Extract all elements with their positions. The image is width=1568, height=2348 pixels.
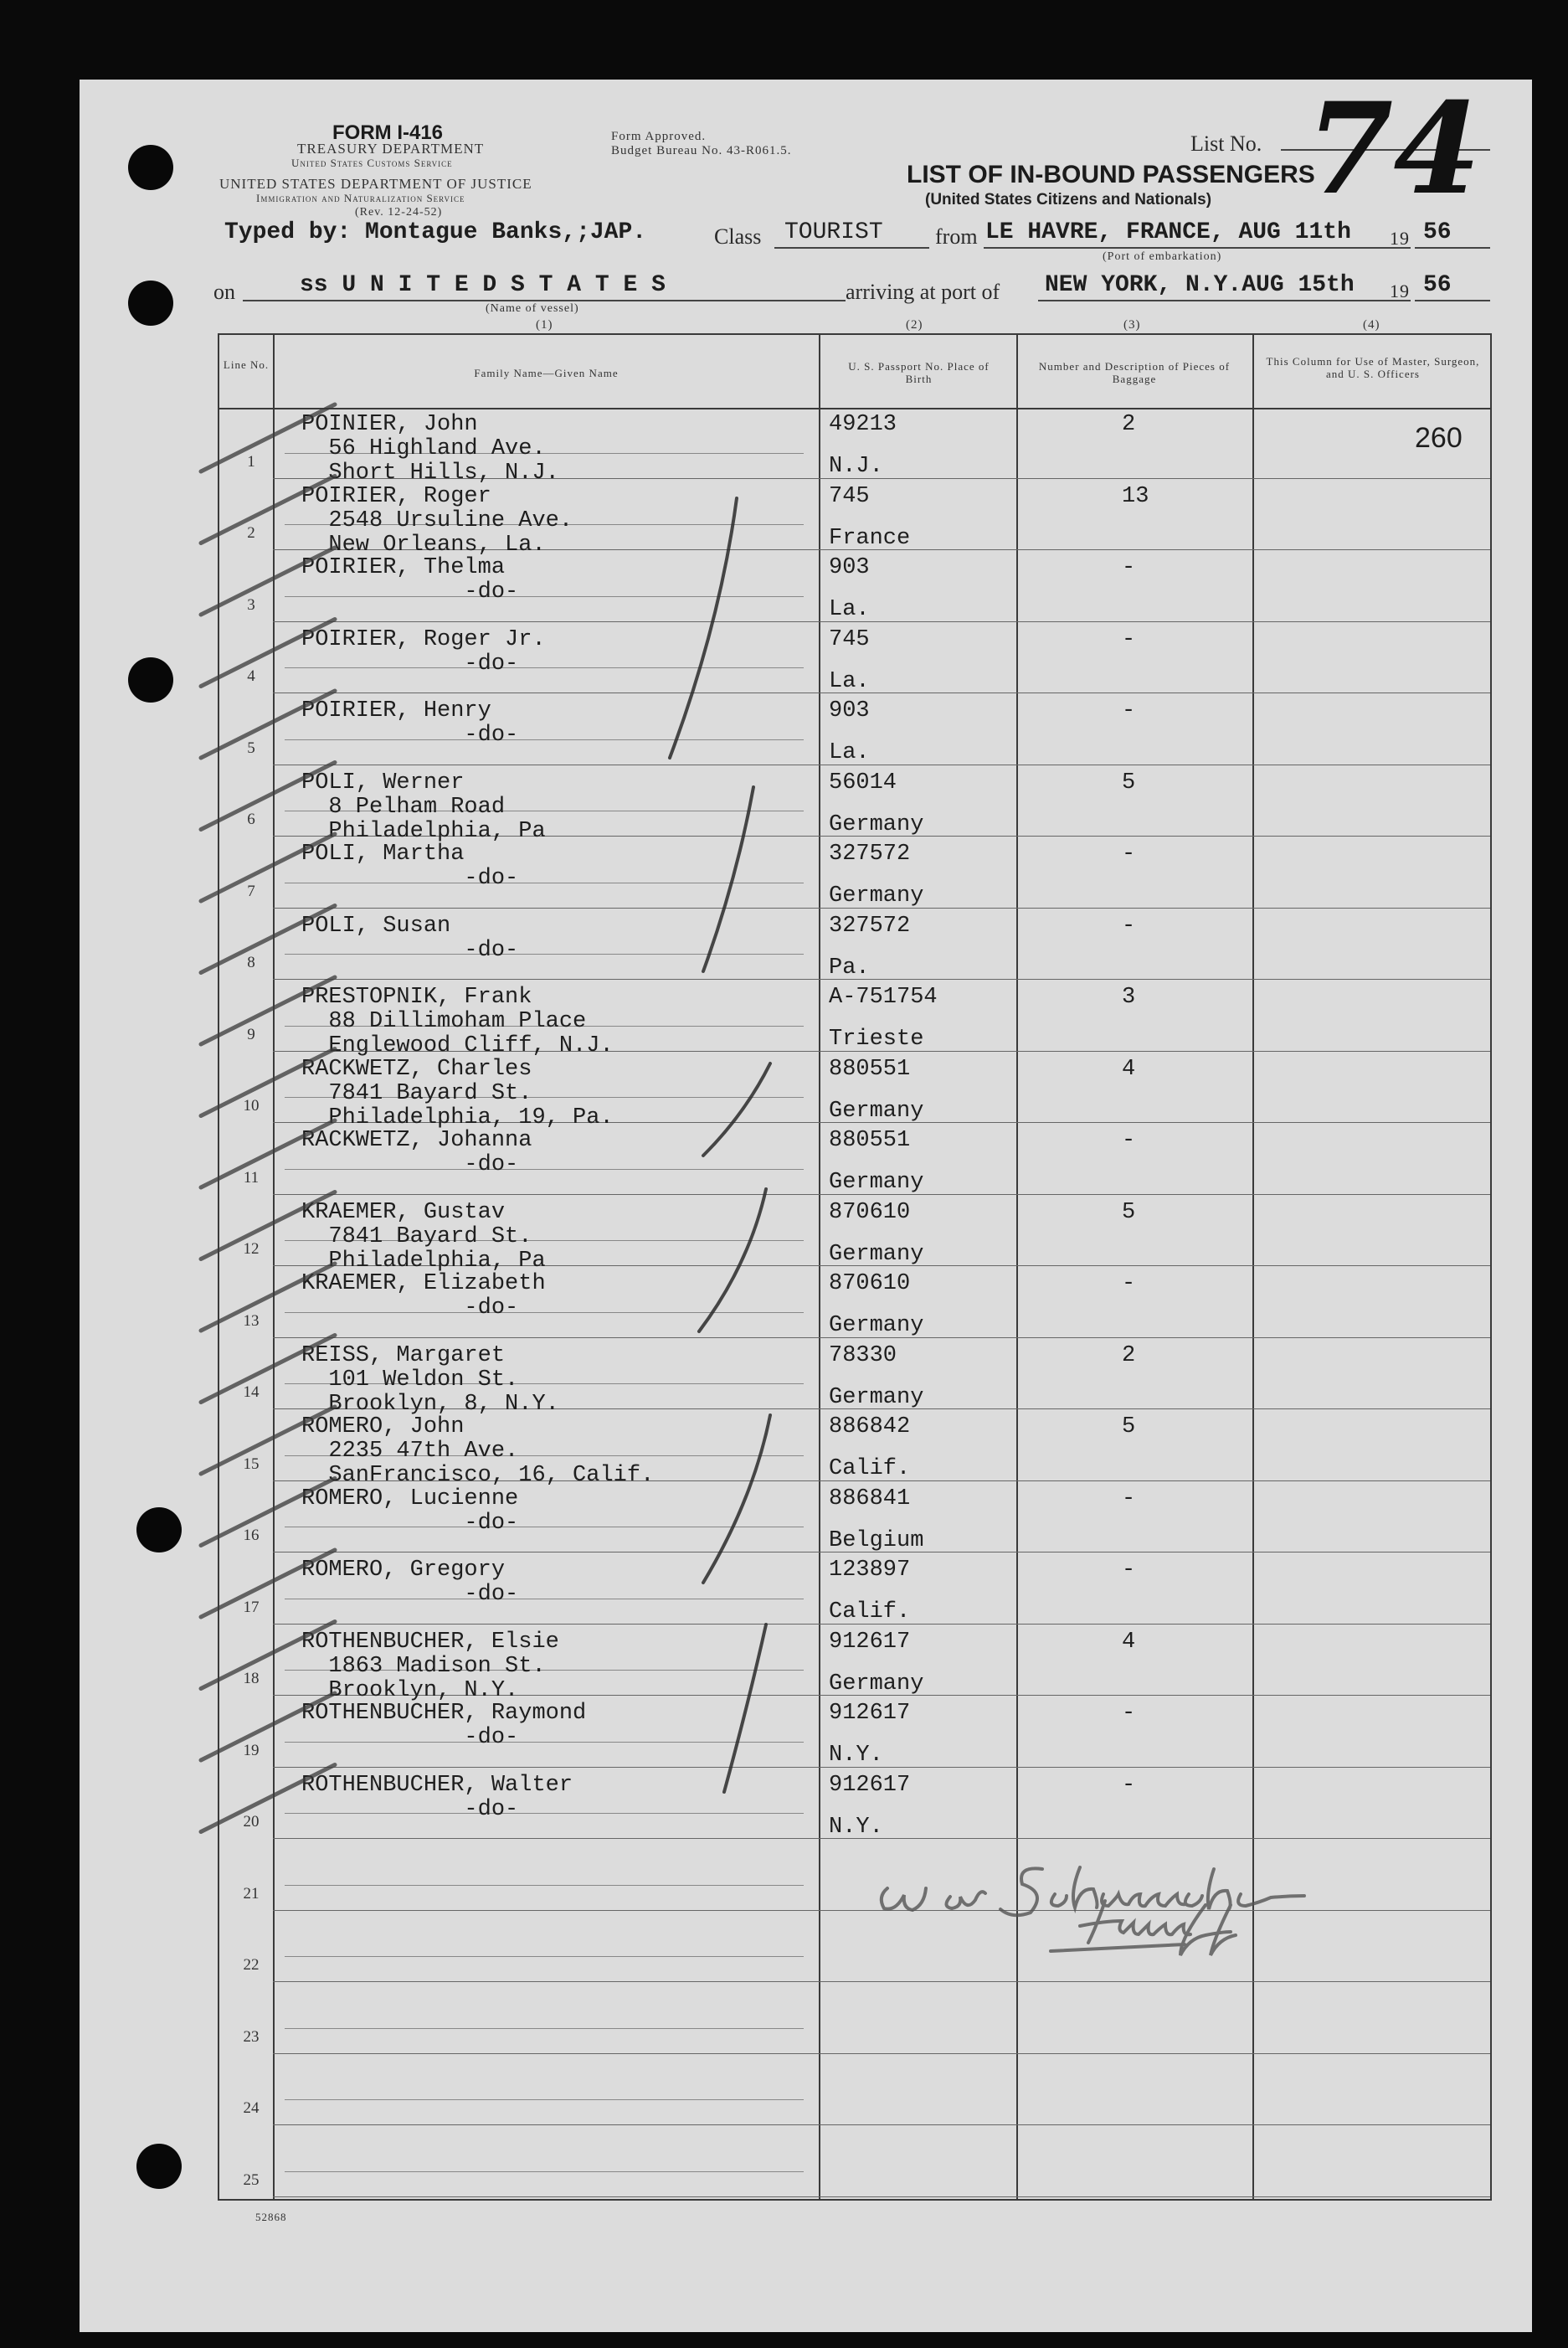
line-number: 13 <box>243 1311 260 1330</box>
line-number: 19 <box>243 1741 260 1759</box>
dept-justice-sub: Immigration and Naturalization Service <box>256 192 465 204</box>
list-number: 74 <box>1306 75 1481 223</box>
col-header-name: Family Name—Given Name <box>474 367 619 379</box>
passenger-name-address: KRAEMER, Gustav 7841 Bayard St. Philadelphia, Pa <box>301 1199 546 1274</box>
year-from: 56 <box>1423 219 1452 245</box>
line-number: 7 <box>247 882 255 900</box>
col-header-officers: This Column for Use of Master, Surgeon, and U. S. Officers <box>1266 355 1480 380</box>
place-of-birth: La. <box>829 740 870 765</box>
officer-signature <box>882 1867 1304 1955</box>
line-number: 4 <box>247 667 255 685</box>
officer-note: 260 <box>1415 422 1463 454</box>
place-of-birth: Germany <box>829 1313 924 1338</box>
baggage-count: 3 <box>1122 985 1136 1010</box>
passport-number: 870610 <box>829 1199 911 1225</box>
passenger-name-address: POIRIER, Henry -do- <box>301 698 519 748</box>
line-number: 9 <box>247 1025 255 1043</box>
baggage-count: 13 <box>1122 483 1149 509</box>
line-number: 10 <box>243 1097 260 1115</box>
place-of-birth: Germany <box>829 883 924 909</box>
baggage-count: - <box>1122 1271 1136 1296</box>
check-mark <box>201 548 335 615</box>
baggage-count: 5 <box>1122 770 1136 796</box>
on-label: on <box>213 280 235 304</box>
col-num-2: (2) <box>906 318 923 332</box>
baggage-count: 4 <box>1122 1056 1136 1082</box>
passport-number: 870610 <box>829 1271 911 1296</box>
place-of-birth: Calif. <box>829 1599 911 1625</box>
baggage-count: 2 <box>1122 1342 1136 1368</box>
place-of-birth: Calif. <box>829 1456 911 1481</box>
place-of-birth: N.Y. <box>829 1814 883 1840</box>
line-number: 18 <box>243 1670 260 1687</box>
line-number: 24 <box>243 2099 260 2117</box>
passport-number: 912617 <box>829 1701 911 1726</box>
passenger-name-address: RACKWETZ, Johanna -do- <box>301 1128 532 1177</box>
vessel-name: ss U N I T E D S T A T E S <box>300 272 666 298</box>
line-number: 12 <box>243 1240 260 1258</box>
line-number: 25 <box>243 2170 260 2189</box>
passport-number: 327572 <box>829 842 911 867</box>
from-port: LE HAVRE, FRANCE, AUG 11th <box>985 219 1351 245</box>
passenger-name-address: POLI, Martha -do- <box>301 842 519 891</box>
place-of-birth: N.J. <box>829 454 883 479</box>
col-num-1: (1) <box>536 318 553 332</box>
place-of-birth: Germany <box>829 811 924 837</box>
budget-bureau: Budget Bureau No. 43-R061.5. <box>611 144 792 157</box>
check-mark <box>201 404 335 471</box>
port-embarkation-label: (Port of embarkation) <box>1103 250 1222 263</box>
passenger-name-address: PRESTOPNIK, Frank 88 Dillimoham Place Englewood Cliff, N.J. <box>301 985 614 1058</box>
check-mark <box>201 1264 335 1331</box>
passport-number: A-751754 <box>829 985 938 1010</box>
line-number: 6 <box>247 811 255 828</box>
passenger-name-address: POLI, Susan -do- <box>301 913 519 963</box>
baggage-count: 5 <box>1122 1199 1136 1225</box>
baggage-count: - <box>1122 913 1136 939</box>
list-no-label: List No. <box>1190 131 1262 156</box>
check-mark <box>201 906 335 973</box>
baggage-count: - <box>1122 626 1136 652</box>
check-mark <box>201 1120 335 1187</box>
arriving-label: arriving at port of <box>846 280 1000 304</box>
baggage-count: 2 <box>1122 412 1136 437</box>
place-of-birth: Trieste <box>829 1027 924 1052</box>
footer-code: 52868 <box>255 2211 287 2223</box>
baggage-count: - <box>1122 1486 1136 1511</box>
baggage-count: - <box>1122 1701 1136 1726</box>
dept-treasury-sub: United States Customs Service <box>291 157 453 169</box>
family-brackets <box>670 498 770 1792</box>
check-mark <box>201 476 335 543</box>
passenger-name-address: ROTHENBUCHER, Walter -do- <box>301 1772 573 1822</box>
place-of-birth: Germany <box>829 1384 924 1410</box>
passport-number: 912617 <box>829 1772 911 1798</box>
line-number: 11 <box>243 1168 260 1187</box>
check-marks <box>201 404 335 1832</box>
baggage-count: - <box>1122 555 1136 580</box>
line-number: 17 <box>243 1598 260 1616</box>
check-mark <box>201 1693 335 1760</box>
passenger-name-address: POIRIER, Roger Jr. -do- <box>301 626 546 677</box>
passport-number: 880551 <box>829 1056 911 1082</box>
place-of-birth: France <box>829 525 911 551</box>
baggage-count: - <box>1122 1772 1136 1798</box>
form-title: LIST OF IN-BOUND PASSENGERS <box>907 161 1315 188</box>
year-prefix-arrive: 19 <box>1390 281 1410 301</box>
passport-number: 123897 <box>829 1558 911 1583</box>
col-header-line: Line No. <box>223 358 270 371</box>
place-of-birth: La. <box>829 597 870 622</box>
passport-number: 886841 <box>829 1486 911 1511</box>
passenger-name-address: ROMERO, John 2235 47th Ave. SanFrancisco, 16, Calif. <box>301 1414 655 1488</box>
check-mark <box>201 1192 335 1259</box>
place-of-birth: N.Y. <box>829 1743 883 1768</box>
line-number: 2 <box>247 524 255 542</box>
place-of-birth: Germany <box>829 1241 924 1267</box>
check-mark <box>201 1479 335 1546</box>
form-subtitle: (United States Citizens and Nationals) <box>925 191 1212 209</box>
passport-number: 327572 <box>829 913 911 939</box>
passenger-name-address: ROTHENBUCHER, Raymond -do- <box>301 1701 587 1750</box>
place-of-birth: La. <box>829 668 870 694</box>
passport-number: 880551 <box>829 1128 911 1153</box>
passenger-name-address: ROMERO, Gregory -do- <box>301 1558 519 1607</box>
check-mark <box>201 620 335 687</box>
col-num-3: (3) <box>1123 318 1141 332</box>
line-number: 14 <box>243 1383 260 1401</box>
line-number: 21 <box>243 1884 260 1903</box>
line-number: 1 <box>247 452 255 471</box>
baggage-count: 4 <box>1122 1629 1136 1655</box>
place-of-birth: Germany <box>829 1170 924 1195</box>
check-mark <box>201 1550 335 1617</box>
baggage-count: - <box>1122 698 1136 723</box>
baggage-count: - <box>1122 842 1136 867</box>
passenger-name-address: REISS, Margaret 101 Weldon St. Brooklyn, 8, N.Y. <box>301 1342 559 1417</box>
passport-number: 78330 <box>829 1342 897 1368</box>
passenger-name-address: ROMERO, Lucienne -do- <box>301 1486 519 1536</box>
col-header-passport: U. S. Passport No. Place of Birth <box>848 360 990 385</box>
place-of-birth: Germany <box>829 1098 924 1124</box>
class-label: Class <box>714 224 762 249</box>
line-number: 16 <box>243 1527 260 1544</box>
col-header-baggage: Number and Description of Pieces of Baggage <box>1038 360 1231 385</box>
passport-number: 49213 <box>829 412 897 437</box>
line-number: 22 <box>243 1956 260 1974</box>
passenger-name-address: RACKWETZ, Charles 7841 Bayard St. Philadelphia, 19, Pa. <box>301 1056 614 1130</box>
form-approved: Form Approved. <box>611 130 707 143</box>
line-number: 3 <box>247 595 255 614</box>
passenger-name-address: KRAEMER, Elizabeth -do- <box>301 1271 546 1321</box>
passport-number: 886842 <box>829 1414 911 1439</box>
check-mark <box>201 834 335 901</box>
line-number: 5 <box>247 739 255 757</box>
line-number: 15 <box>243 1455 260 1473</box>
vessel-name-label: (Name of vessel) <box>486 302 579 315</box>
year-prefix-from: 19 <box>1390 228 1410 249</box>
passport-number: 912617 <box>829 1629 911 1655</box>
line-number: 8 <box>247 954 255 971</box>
check-mark <box>201 1049 335 1116</box>
passport-number: 56014 <box>829 770 897 796</box>
year-arrive: 56 <box>1423 272 1452 298</box>
passenger-name-address: POINIER, John 56 Highland Ave. Short Hills, N.J. <box>301 412 559 486</box>
baggage-count: - <box>1122 1558 1136 1583</box>
passport-number: 745 <box>829 626 870 652</box>
dept-treasury: TREASURY DEPARTMENT <box>297 141 485 157</box>
passenger-name-address: POLI, Werner 8 Pelham Road Philadelphia, Pa <box>301 770 546 844</box>
passport-number: 903 <box>829 555 870 580</box>
place-of-birth: Germany <box>829 1671 924 1697</box>
col-num-4: (4) <box>1363 318 1380 332</box>
place-of-birth: Belgium <box>829 1527 924 1553</box>
passport-number: 745 <box>829 483 870 509</box>
passenger-name-address: ROTHENBUCHER, Elsie 1863 Madison St. Brooklyn, N.Y. <box>301 1629 559 1703</box>
place-of-birth: Pa. <box>829 955 870 981</box>
check-mark <box>201 1407 335 1474</box>
class-value: TOURIST <box>784 219 883 245</box>
check-mark <box>201 977 335 1044</box>
line-number: 20 <box>243 1813 260 1831</box>
line-number: 23 <box>243 2027 260 2046</box>
baggage-count: - <box>1122 1128 1136 1153</box>
from-label: from <box>935 224 978 249</box>
check-mark <box>201 1336 335 1403</box>
arrival-port: NEW YORK, N.Y.AUG 15th <box>1045 272 1355 298</box>
check-mark <box>201 763 335 830</box>
check-mark <box>201 1765 335 1832</box>
form-number: FORM I-416 <box>332 121 444 144</box>
baggage-count: 5 <box>1122 1414 1136 1439</box>
check-mark <box>201 1622 335 1689</box>
check-mark <box>201 691 335 758</box>
passenger-name-address: POIRIER, Thelma -do- <box>301 555 519 605</box>
revision-date: (Rev. 12-24-52) <box>355 206 443 219</box>
passenger-name-address: POIRIER, Roger 2548 Ursuline Ave. New Orleans, La. <box>301 483 573 558</box>
passport-number: 903 <box>829 698 870 723</box>
dept-justice: UNITED STATES DEPARTMENT OF JUSTICE <box>219 176 532 192</box>
typed-by: Typed by: Montague Banks,;JAP. <box>224 219 647 245</box>
